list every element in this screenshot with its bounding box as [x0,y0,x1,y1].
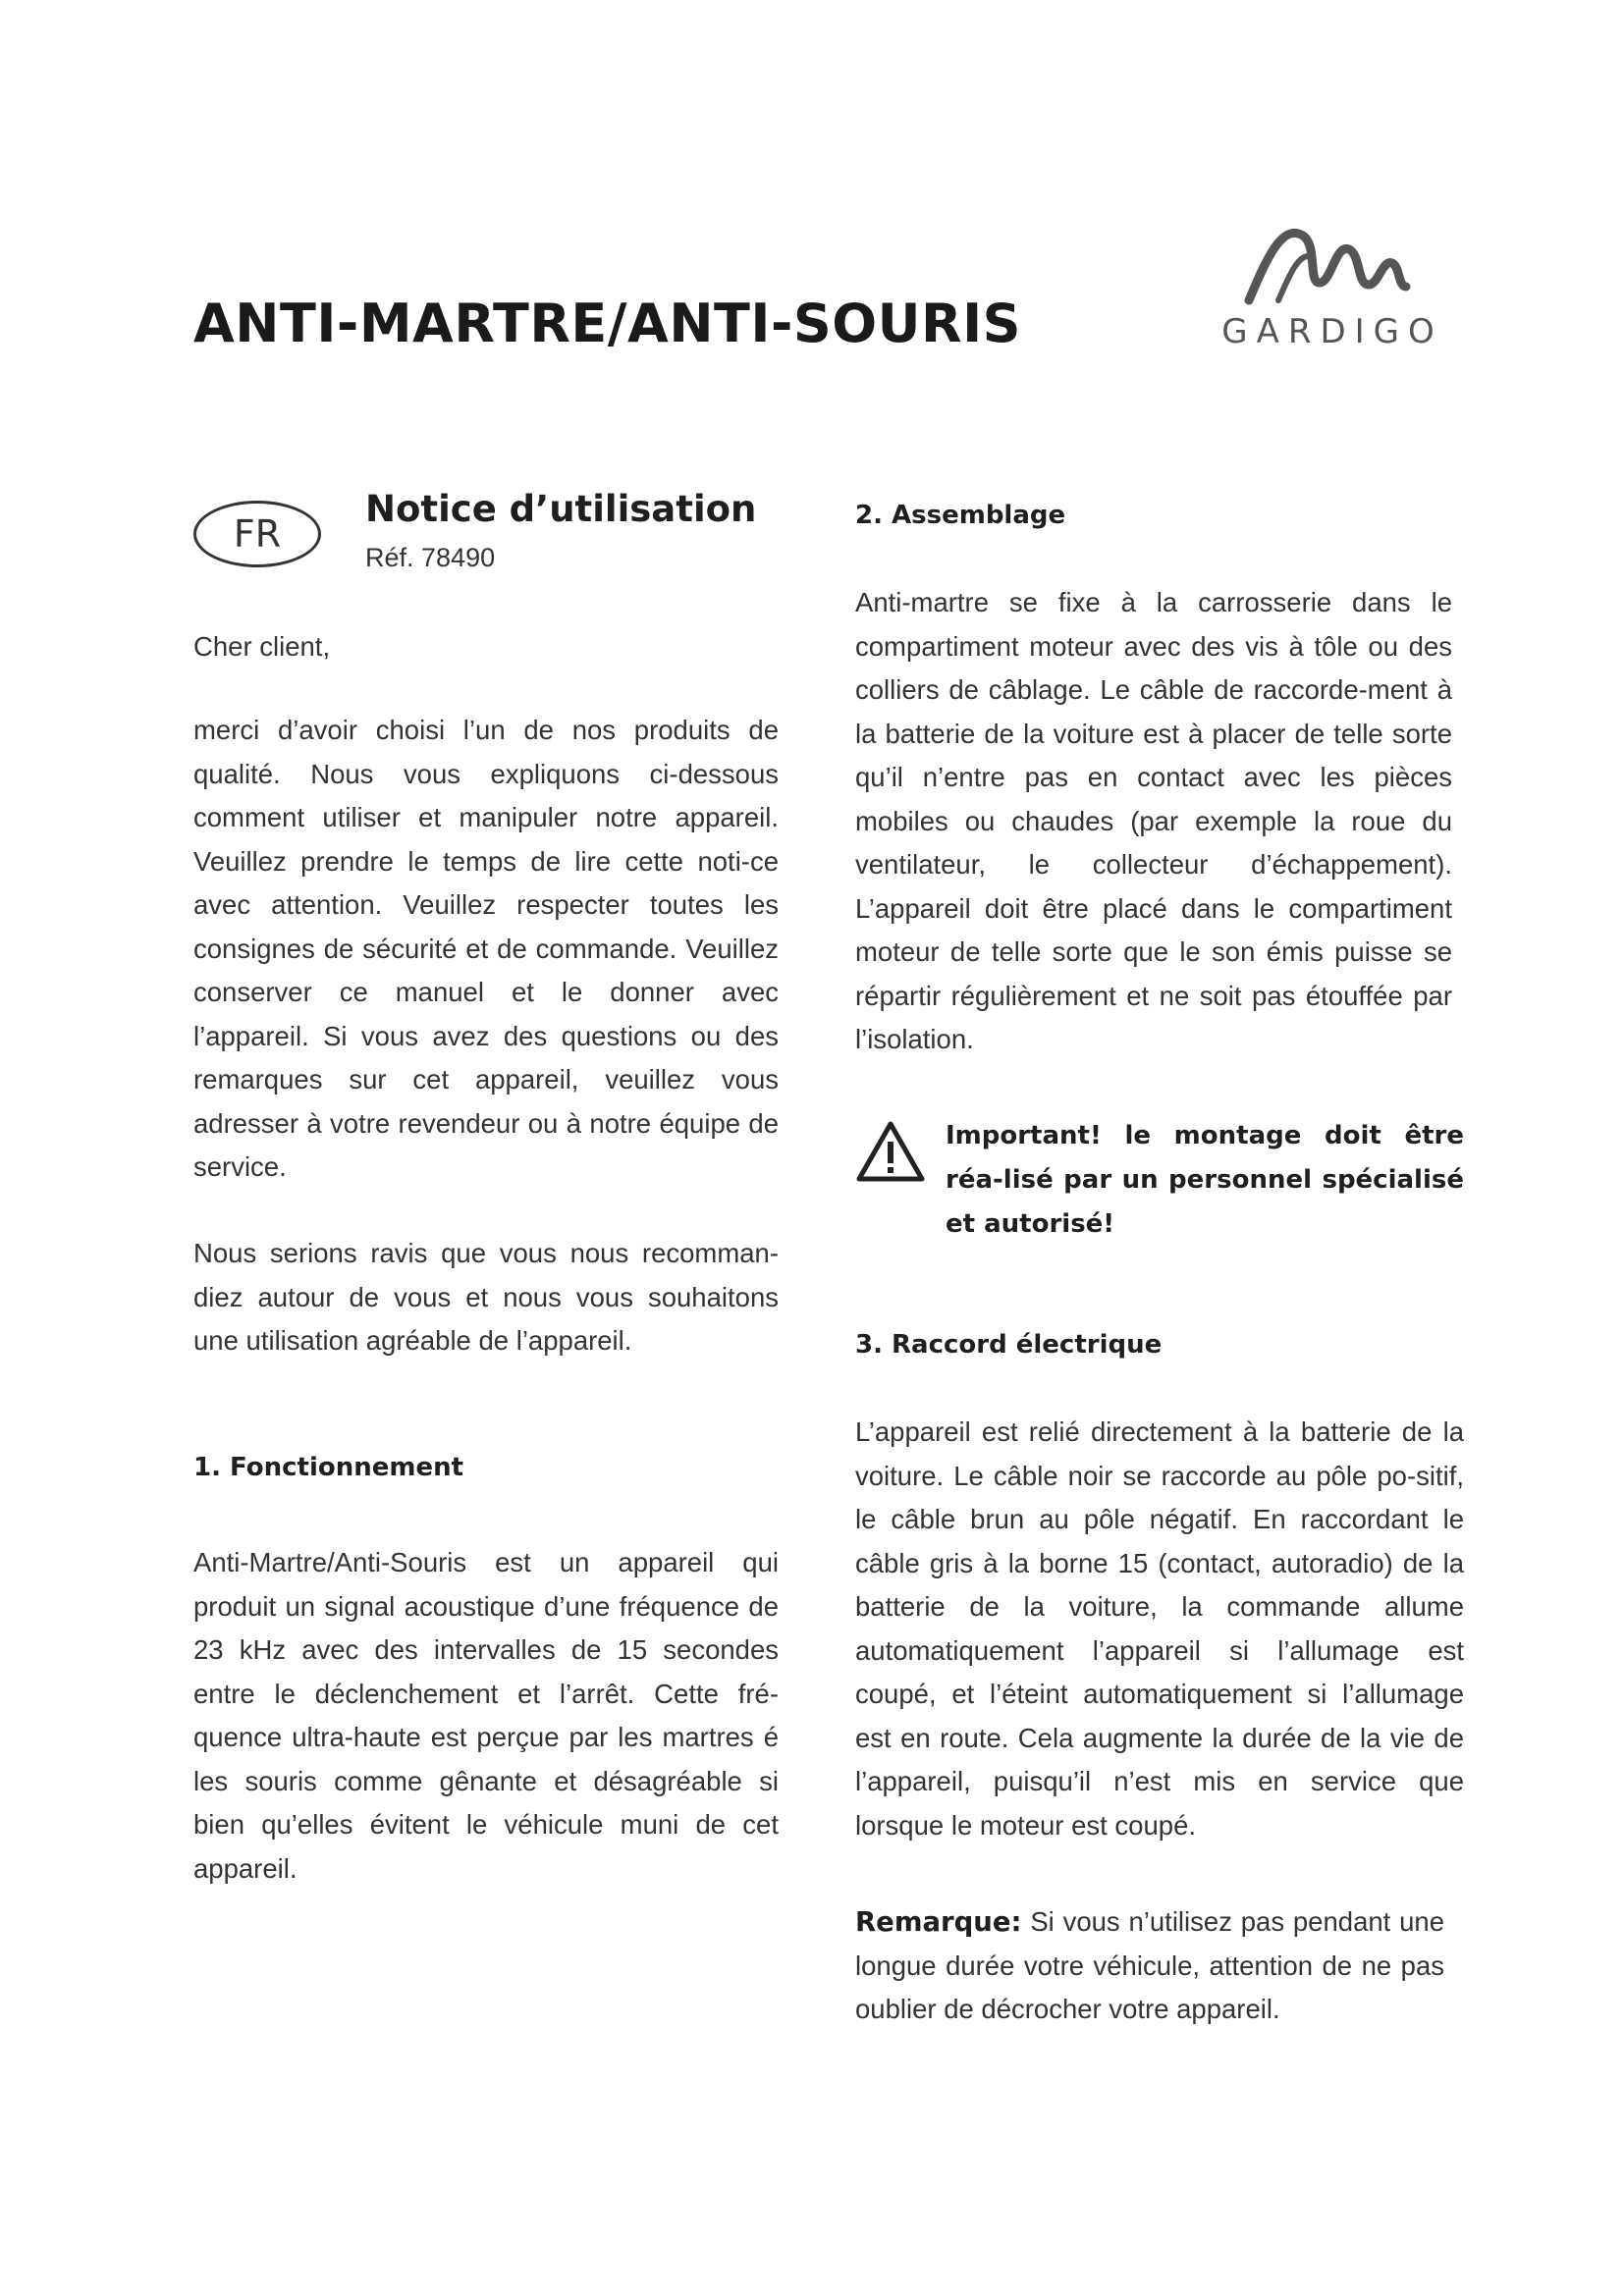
greeting: Cher client, [193,631,331,662]
recommendation-paragraph: Nous serions ravis que vous nous recomman-diez autour de vous et nous vous souhaitons une utilisation agréable de l’appareil. [193,1238,779,1356]
remark-text: Si vous n’utilisez pas pendant une longue durée votre véhicule, attention de ne pas oublier de décrocher votre appareil. [855,1906,1444,2024]
section-1-body: Anti-Martre/Anti-Souris est un appareil qui produit un signal acoustique d’une fréquence de 23 kHz avec des intervalles de 15 secondes entre le déclenchement et l’arrêt. Cette fré-quence ultra-haute est perçue par les martres é les souris comme gênante et désagréable si bien qu’elles évitent le véhicule muni de cet appareil. [193,1547,779,1884]
warning-triangle-icon [855,1120,926,1183]
reference-number: Réf. 78490 [365,543,496,572]
intro-paragraph: merci d’avoir choisi l’un de nos produits de qualité. Nous vous expliquons ci-dessous comment utiliser et manipuler notre appareil. Veuillez prendre le temps de lire cette noti-ce avec attention. Veuillez respecter toutes les consignes de sécurité et de commande. Veuillez conserver ce manuel et le donner avec l’appareil. Si vous avez des questions ou des remarques sur cet appareil, veuillez vous adresser à votre revendeur ou à notre équipe de service. [193,715,779,1182]
remark-label: Remarque: [855,1906,1022,1938]
warning-box [855,1114,1464,1252]
brand-name: GARDIGO [1221,312,1443,351]
language-badge: FR [193,501,321,567]
section-2-heading: 2. Assemblage [855,501,1066,530]
warning-text: Important! le montage doit être réa-lisé par un personnel spécialisé et autorisé! [946,1121,1464,1239]
section-2-body: Anti-martre se fixe à la carrosserie dans le compartiment moteur avec des vis à tôle ou des colliers de câblage. Le câble de raccorde-ment à la batterie de la voiture est à placer de telle sorte qu’il n’entre pas en contact avec les pièces mobiles ou chaudes (par exemple la roue du ventilateur, le collecteur d’échappement). L’appareil doit être placé dans le compartiment moteur de telle sorte que le son émis puisse se répartir régulièrement et ne soit pas étouffée par l’isolation. [855,587,1452,1054]
section-3-body: L’appareil est relié directement à la batterie de la voiture. Le câble noir se raccorde au pôle po-sitif, le câble brun au pôle négatif. En raccordant le câble gris à la borne 15 (contact, autoradio) de la batterie de la voiture, la commande allume automatiquement l’appareil si l’allumage est coupé, et l’éteint automatiquement si l’allumage est en route. Cela augmente la durée de la vie de l’appareil, puisqu’il n’est mis en service que lorsque le moteur est coupé. [855,1416,1464,1841]
wave-logo-icon [1210,214,1455,312]
page-title: ANTI-MARTRE/ANTI-SOURIS [193,293,1022,354]
section-1-heading: 1. Fonctionnement [193,1453,464,1482]
section-3-heading: 3. Raccord électrique [855,1330,1163,1360]
remark-paragraph [855,1900,1444,2032]
brand-logo [1210,214,1455,356]
notice-title: Notice d’utilisation [365,488,757,530]
